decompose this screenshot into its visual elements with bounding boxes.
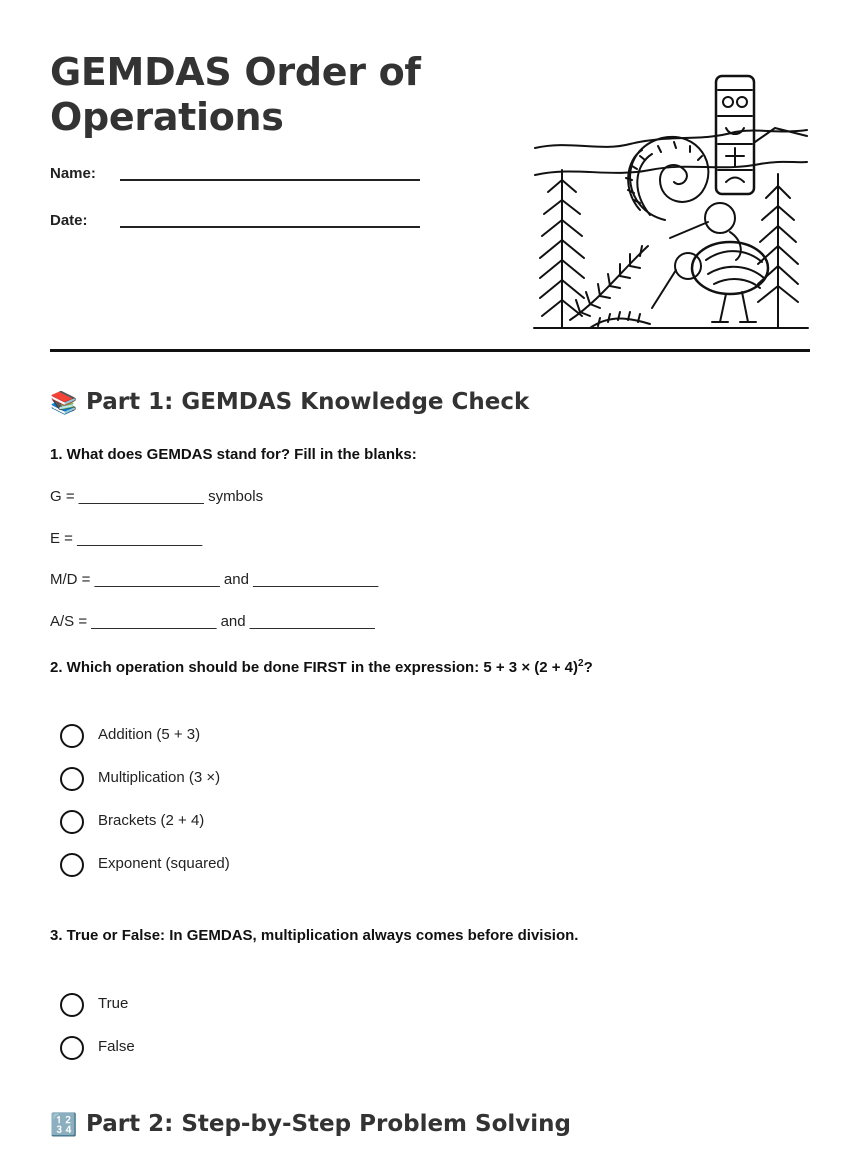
blank-line-as[interactable]: A/S = _______________ and _______________ xyxy=(50,613,375,630)
blank-line-e[interactable]: E = _______________ xyxy=(50,530,203,547)
part2-heading xyxy=(50,1111,571,1138)
q2-option-label: Exponent (squared) xyxy=(98,855,230,872)
blank-line-md[interactable]: M/D = _______________ and _______________ xyxy=(50,571,379,588)
books-icon: 📚 xyxy=(50,391,78,416)
q3-option-true[interactable] xyxy=(60,993,460,1019)
question-3: 3. True or False: In GEMDAS, multiplication always comes before division. xyxy=(50,927,579,944)
q2-option[interactable] xyxy=(60,767,460,793)
q2-option-label: Brackets (2 + 4) xyxy=(98,812,205,829)
name-label: Name: xyxy=(50,165,96,182)
q2-option-label: Addition (5 + 3) xyxy=(98,726,201,743)
q2-option[interactable] xyxy=(60,724,460,750)
radio-button[interactable] xyxy=(60,853,84,877)
name-field[interactable] xyxy=(120,179,420,181)
q3-option-label: True xyxy=(98,995,129,1012)
part1-heading xyxy=(50,389,529,416)
header-divider xyxy=(50,349,810,352)
q2-option-label: Multiplication (3 ×) xyxy=(98,769,221,786)
date-label: Date: xyxy=(50,212,88,229)
question-2 xyxy=(50,658,593,676)
part2-heading-text: Part 2: Step-by-Step Problem Solving xyxy=(86,1111,571,1137)
question-2-exponent: 2 xyxy=(578,658,584,669)
question-2-end: ? xyxy=(583,659,593,676)
q3-option-label: False xyxy=(98,1038,135,1055)
date-field-row xyxy=(50,212,430,236)
q3-option-false[interactable] xyxy=(60,1036,460,1062)
q2-option[interactable] xyxy=(60,853,460,879)
date-field[interactable] xyxy=(120,226,420,228)
question-2-text: 2. Which operation should be done FIRST in the expression: 5 + 3 × (2 + 4) xyxy=(50,659,579,676)
blank-line-g[interactable]: G = _______________ symbols xyxy=(50,488,264,505)
page-title: GEMDAS Order of Operations xyxy=(50,50,421,139)
part1-heading-text: Part 1: GEMDAS Knowledge Check xyxy=(86,389,530,415)
maori-landscape-illustration xyxy=(530,70,812,332)
radio-button[interactable] xyxy=(60,993,84,1017)
radio-button[interactable] xyxy=(60,767,84,791)
name-field-row xyxy=(50,165,430,189)
radio-button[interactable] xyxy=(60,1036,84,1060)
radio-button[interactable] xyxy=(60,724,84,748)
numbers-icon: 🔢 xyxy=(50,1113,78,1138)
question-1: 1. What does GEMDAS stand for? Fill in the blanks: xyxy=(50,446,417,463)
q2-option[interactable] xyxy=(60,810,460,836)
radio-button[interactable] xyxy=(60,810,84,834)
